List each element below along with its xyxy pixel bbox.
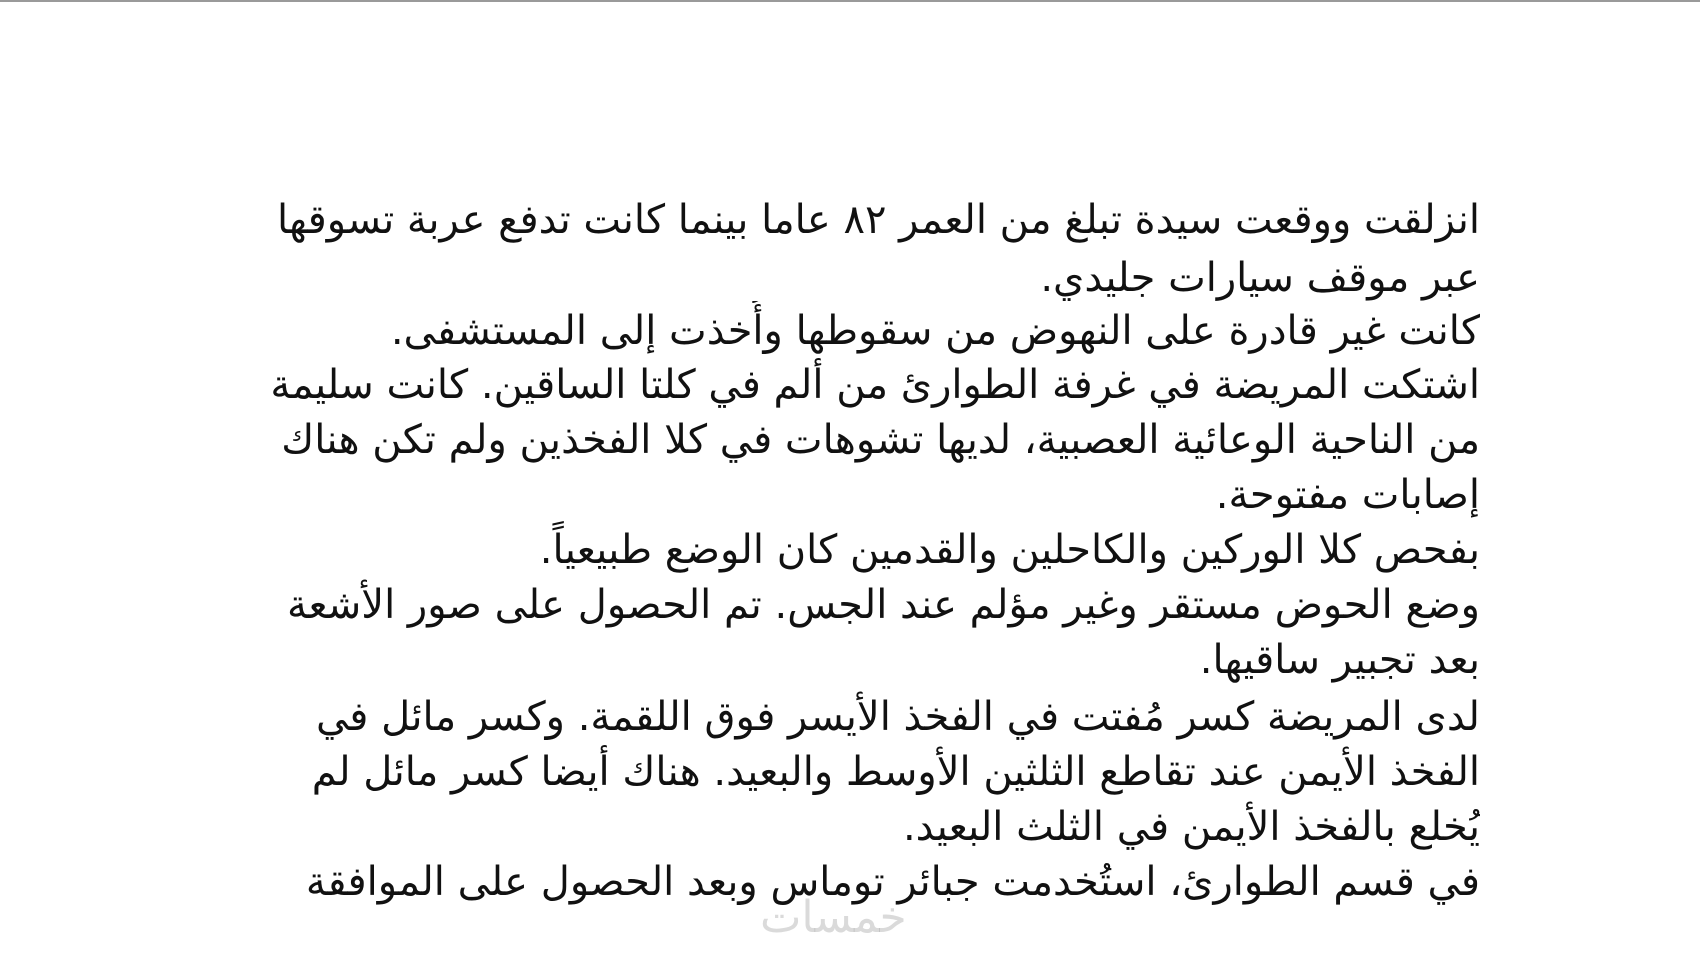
watermark-logo: خمسات: [760, 892, 907, 943]
text-line-10: لدى المريضة كسر مُفتت في الفخذ الأيسر فوق اللقمة. وكسر مائل في: [315, 694, 1480, 740]
text-line-11: الفخذ الأيمن عند تقاطع الثلثين الأوسط والبعيد. هناك أيضا كسر مائل لم: [311, 749, 1480, 795]
text-line-8: وضع الحوض مستقر وغير مؤلم عند الجس. تم الحصول على صور الأشعة: [287, 582, 1480, 628]
text-line-9: بعد تجبير ساقيها.: [1199, 637, 1480, 683]
text-line-3: كانت غير قادرة على النهوض من سقوطها وأُخذت إلى المستشفى.: [390, 308, 1480, 354]
text-line-13: في قسم الطوارئ، استُخدمت جبائر توماس وبعد الحصول على الموافقة: [305, 859, 1480, 905]
text-line-12: يُخلع بالفخذ الأيمن في الثلث البعيد.: [902, 804, 1480, 850]
text-line-1: انزلقت ووقعت سيدة تبلغ من العمر ٨٢ عاما بينما كانت تدفع عربة تسوقها: [276, 197, 1480, 243]
text-line-6: إصابات مفتوحة.: [1215, 472, 1480, 518]
text-line-4: اشتكت المريضة في غرفة الطوارئ من ألم في كلتا الساقين. كانت سليمة: [270, 362, 1480, 408]
text-line-2: عبر موقف سيارات جليدي.: [1040, 255, 1480, 301]
text-line-5: من الناحية الوعائية العصبية، لديها تشوهات في كلا الفخذين ولم تكن هناك: [281, 417, 1480, 463]
text-line-7: بفحص كلا الوركين والكاحلين والقدمين كان الوضع طبيعياً.: [539, 527, 1480, 573]
